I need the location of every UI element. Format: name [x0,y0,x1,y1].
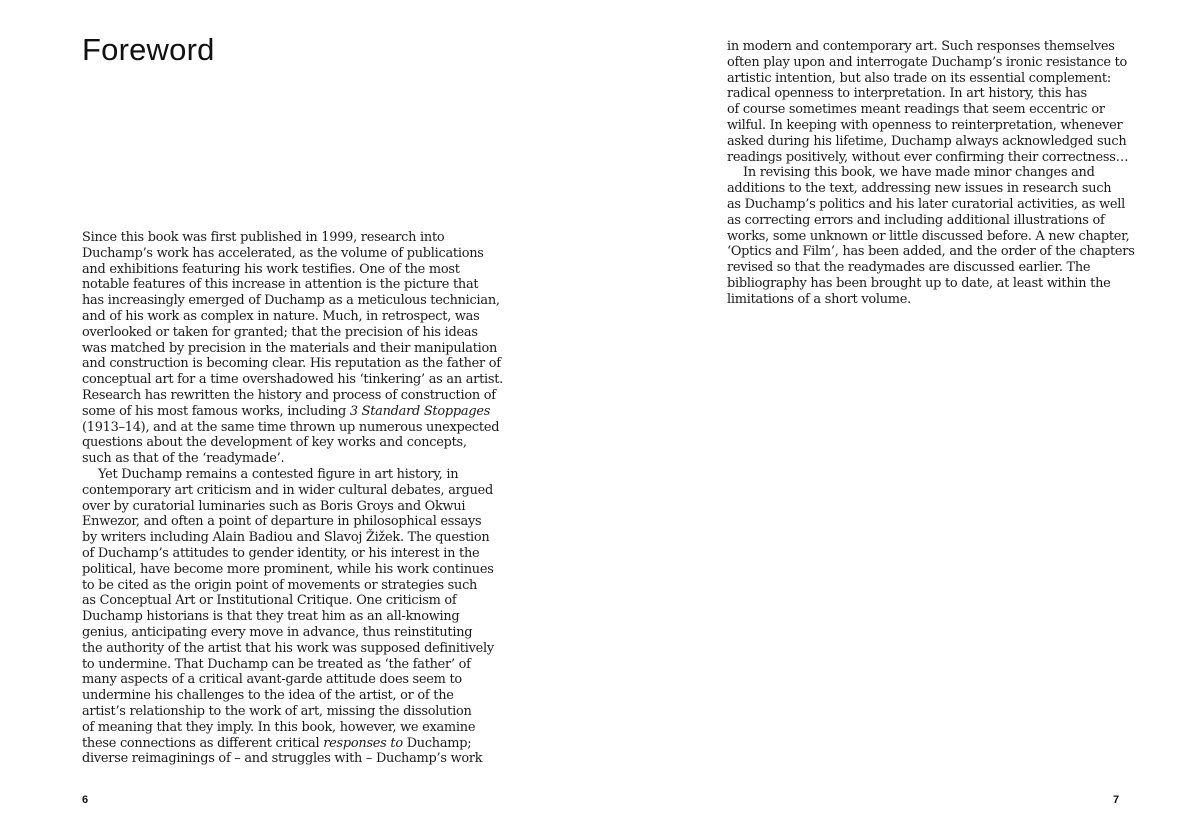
text-line: (1913–14), and at the same time thrown up numerous unexpected [82,419,500,435]
text-line: often play upon and interrogate Duchamp’s ironic resistance to [727,54,1128,70]
text-line: many aspects of a critical avant-garde attitude does seem to [82,672,462,688]
text-line: works, some unknown or little discussed before. A new chapter, [727,228,1130,244]
text-run: some of his most famous works, including [82,403,350,419]
foreword-text-left [82,230,502,767]
page-number-left: 6 [82,794,89,806]
text-line: asked during his lifetime, Duchamp always acknowledged such [727,133,1127,149]
text-line: to be cited as the origin point of movements or strategies such [82,577,478,593]
text-line: Since this book was first published in 1999, research into [82,230,445,245]
text-line: by writers including Alain Badiou and Slavoj Žižek. The question [82,530,490,546]
text-line: and of his work as complex in nature. Much, in retrospect, was [82,308,480,324]
text-line: Yet Duchamp remains a contested figure in art history, in [98,466,459,482]
artwork-title: 3 Standard Stoppages [349,403,491,419]
text-line: readings positively, without ever confirming their correctness… [727,149,1129,165]
text-line: as correcting errors and including additional illustrations of [727,212,1105,228]
text-line: undermine his challenges to the idea of the artist, or of the [82,688,454,704]
text-line: diverse reimaginings of – and struggles with – Duchamp’s work [82,751,483,767]
text-line: notable features of this increase in attention is the picture that [82,277,479,293]
text-line: in modern and contemporary art. Such responses themselves [727,39,1115,54]
text-line: In revising this book, we have made minor changes and [743,165,1095,181]
text-line: over by curatorial luminaries such as Boris Groys and Okwui [82,498,466,514]
text-line: Duchamp historians is that they treat him as an all-knowing [82,609,460,625]
text-line: and exhibitions featuring his work testifies. One of the most [82,261,460,277]
text-line: revised so that the readymades are discussed earlier. The [727,260,1091,276]
right-page [600,0,1200,840]
text-line: artist’s relationship to the work of art, missing the dissolution [82,703,472,719]
text-line: was matched by precision in the materials and their manipulation [82,340,498,356]
text-run: these connections as different critical [82,735,324,751]
text-line: of meaning that they imply. In this book, however, we examine [82,719,476,735]
text-line: bibliography has been brought up to date, at least within the [727,275,1111,291]
text-line: overlooked or taken for granted; that the precision of his ideas [82,324,478,340]
text-run: Duchamp; [402,735,472,751]
text-line: of Duchamp’s attitudes to gender identity, or his interest in the [82,545,480,561]
text-line [82,404,502,420]
text-line: conceptual art for a time overshadowed his ‘tinkering’ as an artist. [82,372,504,388]
text-line: Duchamp’s work has accelerated, as the volume of publications [82,245,484,261]
text-line: the authority of the artist that his work was supposed definitively [82,640,494,656]
text-line: political, have become more prominent, while his work continues [82,561,494,577]
text-line: such as that of the ‘readymade’. [82,451,285,467]
text-line: as Duchamp’s politics and his later curatorial activities, as well [727,196,1126,212]
text-line: ‘Optics and Film’, has been added, and the order of the chapters [727,244,1135,260]
text-line: radical openness to interpretation. In art history, this has [727,86,1087,102]
text-line: Enwezor, and often a point of departure in philosophical essays [82,514,482,530]
text-line: contemporary art criticism and in wider cultural debates, argued [82,482,493,498]
text-line: to undermine. That Duchamp can be treated as ‘the father’ of [82,656,471,672]
text-line: genius, anticipating every move in advance, thus reinstituting [82,624,473,640]
text-line [82,736,502,752]
text-line: Research has rewritten the history and process of construction of [82,387,496,403]
text-line: questions about the development of key works and concepts, [82,435,467,451]
emphasis: responses to [323,735,403,751]
text-line: limitations of a short volume. [727,291,911,307]
text-line: has increasingly emerged of Duchamp as a meticulous technician, [82,293,500,309]
page-title: Foreword [82,32,215,67]
foreword-text-right [727,39,1147,308]
page-number-right: 7 [1113,794,1120,806]
text-line: wilful. In keeping with openness to reinterpretation, whenever [727,117,1123,133]
text-line: and construction is becoming clear. His reputation as the father of [82,356,501,372]
text-line: of course sometimes meant readings that seem eccentric or [727,102,1105,118]
text-line: as Conceptual Art or Institutional Critique. One criticism of [82,593,457,609]
text-line: artistic intention, but also trade on its essential complement: [727,70,1111,86]
text-line: additions to the text, addressing new issues in research such [727,181,1112,197]
